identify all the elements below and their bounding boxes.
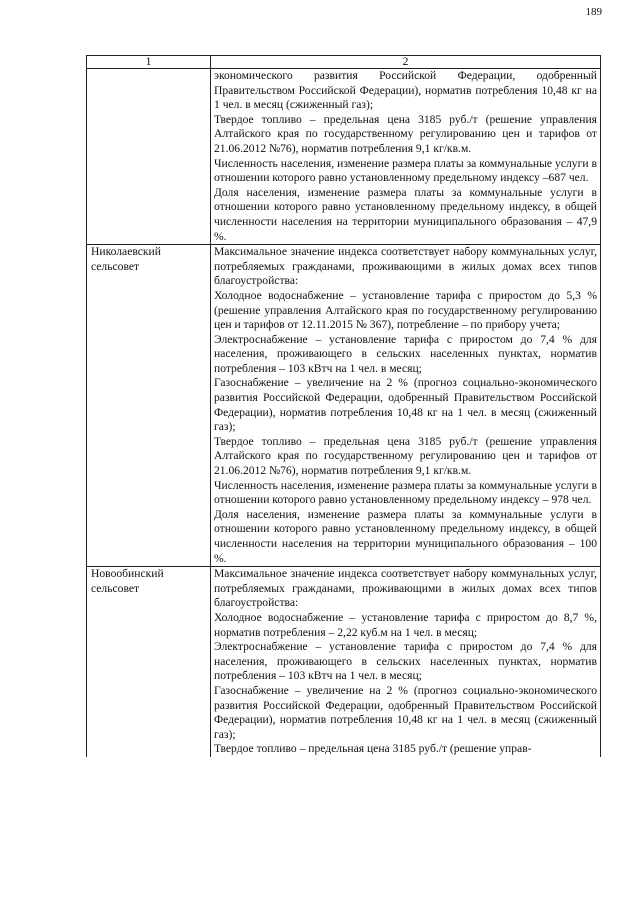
paragraph: Холодное водоснабжение – установление тарифа с приростом до 8,7 %, норматив потребления – 2,22 куб.м на 1 чел. в месяц; [214,610,597,639]
table-row [87,567,601,757]
paragraph: Твердое топливо – предельная цена 3185 руб./т (решение управления Алтайского края по государственному регулированию цен и тарифов от 21.06.2012 №76), норматив потребления 9,1 кг/кв.м. [214,434,597,478]
column-header: 2 [211,56,601,69]
paragraph: экономического развития Российской Федерации, одобренный Правительством Российской Федерации), норматив потребления 10,48 кг на 1 чел. в месяц (сжиженный газ); [214,69,597,112]
paragraph: Электроснабжение – установление тарифа с приростом до 7,4 % для населения, проживающего в сельских населенных пунктах, норматив потребления – 103 кВтч на 1 чел. в месяц; [214,640,597,683]
paragraph: Максимальное значение индекса соответствует набору коммунальных услуг, потребляемых гражданами, проживающими в жилых домах всех типов благоустройства: [214,245,597,288]
paragraph: Доля населения, изменение размера платы за коммунальные услуги в отношении которого равно установленному предельному индексу, в общей численности населения на территории муниципального образования – 100 %. [214,507,597,565]
document-table [86,55,601,757]
column-header: 1 [87,56,211,69]
municipality-cell: Николаевский сельсовет [87,245,211,567]
paragraph: Твердое топливо – предельная цена 3185 руб./т (решение управления Алтайского края по государственному регулированию цен и тарифов от 21.06.2012 №76), норматив потребления 9,1 кг/кв.м. [214,112,597,155]
municipality-cell: Новообинский сельсовет [87,567,211,757]
description-cell [211,69,601,245]
paragraph: Максимальное значение индекса соответствует набору коммунальных услуг, потребляемых гражданами, проживающими в жилых домах всех типов благоустройства: [214,567,597,610]
description-cell [211,567,601,757]
municipality-cell [87,69,211,245]
table-row [87,69,601,245]
paragraph: Холодное водоснабжение – установление тарифа с приростом до 5,3 % (решение управления Алтайского края по государственному регулированию цен и тарифов от 12.11.2015 № 367), потребление – по прибору учета; [214,288,597,332]
paragraph: Электроснабжение – установление тарифа с приростом до 7,4 % для населения, проживающего в сельских населенных пунктах, норматив потребления – 103 кВтч на 1 чел. в месяц; [214,332,597,375]
paragraph: Газоснабжение – увеличение на 2 % (прогноз социально-экономического развития Российской Федерации, одобренный Правительством Российской Федерации), норматив потребления 10,48 кг на 1 чел. в месяц (сжиженный газ); [214,683,597,741]
table-row [87,245,601,567]
paragraph: Доля населения, изменение размера платы за коммунальные услуги в отношении которого равно установленному предельному индексу, в общей численности населения на территории муниципального образования – 47,9 %. [214,185,597,243]
paragraph: Твердое топливо – предельная цена 3185 руб./т (решение управ- [214,742,532,756]
table-header-row [87,56,601,69]
description-cell [211,245,601,567]
paragraph: Численность населения, изменение размера платы за коммунальные услуги в отношении которого равно установленному предельному индексу –687 чел. [214,156,597,185]
page-number: 189 [585,6,602,18]
paragraph: Численность населения, изменение размера платы за коммунальные услуги в отношении которого равно установленному предельному индексу – 978 чел. [214,478,597,507]
paragraph: Газоснабжение – увеличение на 2 % (прогноз социально-экономического развития Российской Федерации, одобренный Правительством Российской Федерации), норматив потребления 10,48 кг на 1 чел. в месяц (сжиженный газ); [214,376,597,434]
